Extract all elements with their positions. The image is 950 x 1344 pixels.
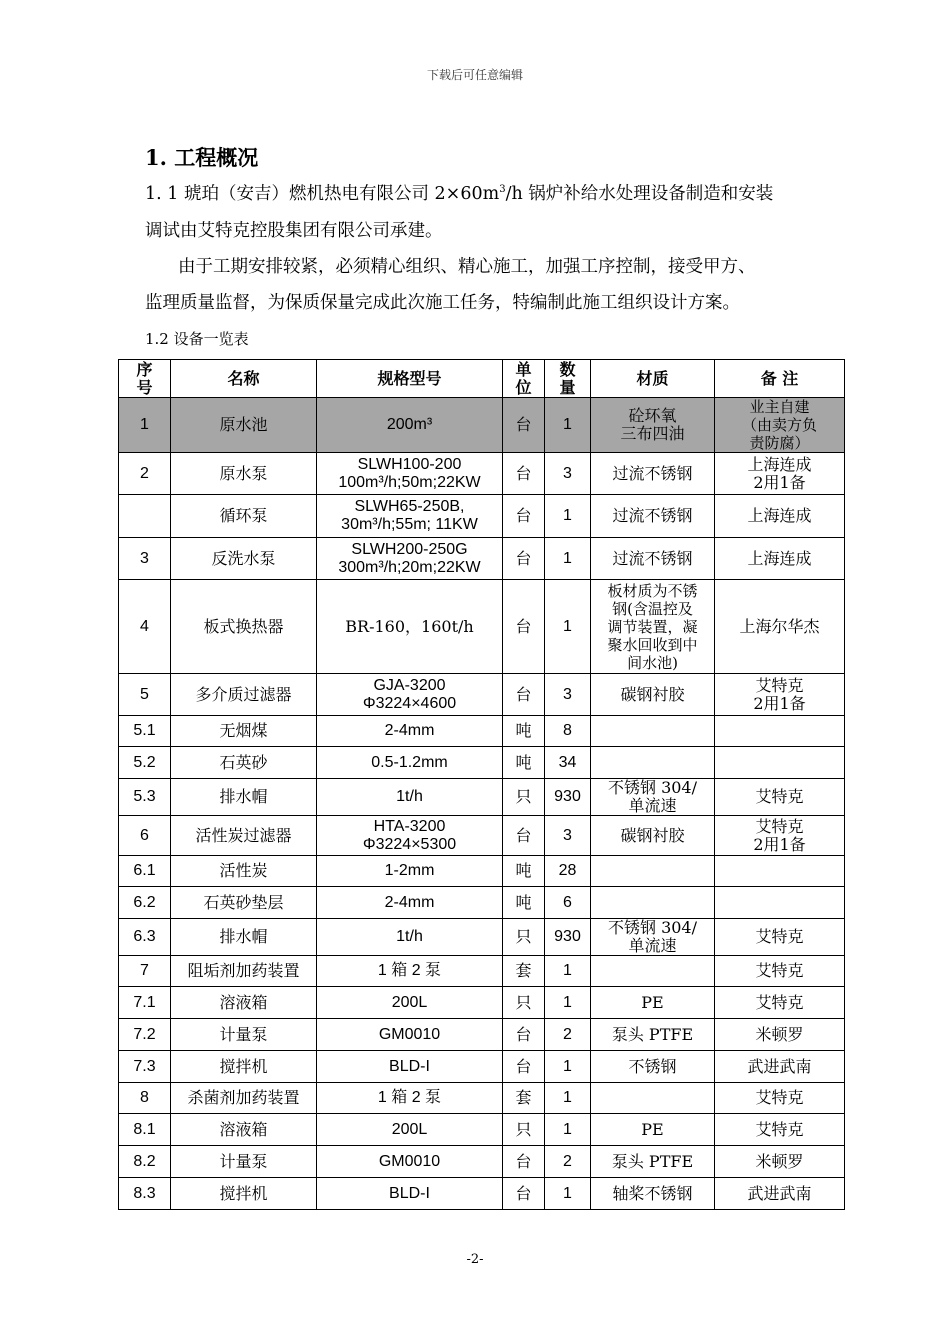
cell-qty: 1	[545, 1114, 591, 1146]
table-row	[119, 453, 845, 495]
table-row	[119, 495, 845, 538]
cell-material: 不锈钢	[591, 1051, 715, 1083]
cell-material: PE	[591, 987, 715, 1019]
section-title: 1. 工程概况	[145, 145, 259, 170]
cell-unit: 台	[503, 1178, 545, 1210]
cell-spec: HTA-3200 Φ3224×5300	[317, 816, 503, 856]
cell-qty: 1	[545, 580, 591, 674]
cell-seq: 7.3	[119, 1051, 171, 1083]
cell-name: 计量泵	[171, 1146, 317, 1178]
cell-name: 多介质过滤器	[171, 674, 317, 716]
cell-qty: 1	[545, 1051, 591, 1083]
cell-remark: 艾特克	[715, 1114, 845, 1146]
cell-unit: 吨	[503, 747, 545, 779]
cell-seq: 7	[119, 956, 171, 987]
cell-qty: 3	[545, 674, 591, 716]
cell-spec: GM0010	[317, 1019, 503, 1051]
cell-unit: 吨	[503, 856, 545, 887]
paragraph-2: 调试由艾特克控股集团有限公司承建。	[145, 221, 443, 241]
cell-spec: 2-4mm	[317, 887, 503, 919]
cell-spec: BLD-I	[317, 1178, 503, 1210]
paragraph-1	[145, 183, 773, 205]
cell-material: PE	[591, 1114, 715, 1146]
page-number: -2-	[466, 1252, 484, 1267]
cell-remark: 艾特克 2用1备	[715, 816, 845, 856]
table-row	[119, 674, 845, 716]
cell-seq: 5.3	[119, 779, 171, 816]
cell-name: 石英砂	[171, 747, 317, 779]
cell-spec: 1 箱 2 泵	[317, 956, 503, 987]
cell-remark: 上海连成	[715, 495, 845, 538]
table-body	[119, 398, 845, 1210]
cell-qty: 1	[545, 538, 591, 580]
cell-unit: 台	[503, 816, 545, 856]
table-row	[119, 919, 845, 956]
cell-name: 溶液箱	[171, 987, 317, 1019]
header-spec: 规格型号	[317, 360, 503, 398]
cell-material: 碳钢衬胶	[591, 674, 715, 716]
cell-material	[591, 747, 715, 779]
header-name: 名称	[171, 360, 317, 398]
cell-remark	[715, 887, 845, 919]
cell-remark: 上海尔华杰	[715, 580, 845, 674]
cell-spec: 1 箱 2 泵	[317, 1083, 503, 1114]
equipment-table	[118, 359, 845, 1210]
cell-qty: 2	[545, 1146, 591, 1178]
cell-material	[591, 856, 715, 887]
table-row	[119, 1051, 845, 1083]
cell-material	[591, 956, 715, 987]
cell-material: 泵头 PTFE	[591, 1019, 715, 1051]
cell-material: 泵头 PTFE	[591, 1146, 715, 1178]
cell-unit: 台	[503, 453, 545, 495]
cell-seq: 3	[119, 538, 171, 580]
table-row	[119, 716, 845, 747]
cell-name: 活性炭过滤器	[171, 816, 317, 856]
table-row	[119, 747, 845, 779]
cell-unit: 只	[503, 987, 545, 1019]
cell-name: 阻垢剂加药装置	[171, 956, 317, 987]
table-row	[119, 538, 845, 580]
cell-name: 排水帽	[171, 919, 317, 956]
table-row	[119, 1146, 845, 1178]
cell-name: 无烟煤	[171, 716, 317, 747]
cell-seq: 7.1	[119, 987, 171, 1019]
cell-qty: 2	[545, 1019, 591, 1051]
cell-name: 原水池	[171, 398, 317, 453]
cell-unit: 吨	[503, 716, 545, 747]
table-row	[119, 1114, 845, 1146]
cell-spec: 1t/h	[317, 779, 503, 816]
cell-seq: 4	[119, 580, 171, 674]
cell-unit: 只	[503, 779, 545, 816]
table-row	[119, 1178, 845, 1210]
cell-spec: 200L	[317, 987, 503, 1019]
cell-remark: 武进武南	[715, 1051, 845, 1083]
paragraph-1-suffix: /h 锅炉补给水处理设备制造和安装	[505, 184, 774, 204]
cell-unit: 台	[503, 1051, 545, 1083]
cell-remark: 艾特克 2用1备	[715, 674, 845, 716]
cell-unit: 台	[503, 398, 545, 453]
cell-seq: 8.1	[119, 1114, 171, 1146]
cell-qty: 1	[545, 495, 591, 538]
paragraph-1-prefix: 1. 1 琥珀（安吉）燃机热电有限公司 2×60m	[145, 184, 500, 204]
table-row	[119, 1019, 845, 1051]
cell-unit: 套	[503, 956, 545, 987]
cell-material: 碳钢衬胶	[591, 816, 715, 856]
header-seq: 序 号	[119, 360, 171, 398]
cell-unit: 台	[503, 580, 545, 674]
cell-remark: 艾特克	[715, 1083, 845, 1114]
cell-spec: GM0010	[317, 1146, 503, 1178]
cell-remark	[715, 856, 845, 887]
cell-spec: 2-4mm	[317, 716, 503, 747]
cell-seq: 2	[119, 453, 171, 495]
cell-name: 活性炭	[171, 856, 317, 887]
header-remark: 备 注	[715, 360, 845, 398]
paragraph-4: 监理质量监督，为保质保量完成此次施工任务，特编制此施工组织设计方案。	[145, 293, 740, 313]
cell-name: 溶液箱	[171, 1114, 317, 1146]
table-row	[119, 779, 845, 816]
cell-qty: 930	[545, 919, 591, 956]
cell-material: 不锈钢 304/ 单流速	[591, 779, 715, 816]
cell-unit: 套	[503, 1083, 545, 1114]
cell-spec: 1-2mm	[317, 856, 503, 887]
table-row	[119, 816, 845, 856]
cell-unit: 吨	[503, 887, 545, 919]
cell-spec: BR-160，160t/h	[317, 580, 503, 674]
cell-name: 原水泵	[171, 453, 317, 495]
table-row	[119, 987, 845, 1019]
cell-name: 板式换热器	[171, 580, 317, 674]
cell-spec: SLWH100-200 100m³/h;50m;22KW	[317, 453, 503, 495]
cell-remark: 艾特克	[715, 919, 845, 956]
cell-qty: 3	[545, 816, 591, 856]
paragraph-3: 由于工期安排较紧，必须精心组织、精心施工，加强工序控制，接受甲方、	[178, 257, 756, 277]
cell-qty: 6	[545, 887, 591, 919]
cell-remark: 艾特克	[715, 956, 845, 987]
table-header-row	[119, 360, 845, 398]
cell-material	[591, 887, 715, 919]
cell-qty: 8	[545, 716, 591, 747]
cell-seq: 1	[119, 398, 171, 453]
cell-name: 石英砂垫层	[171, 887, 317, 919]
cell-name: 反洗水泵	[171, 538, 317, 580]
cell-remark	[715, 716, 845, 747]
cell-name: 杀菌剂加药装置	[171, 1083, 317, 1114]
cell-seq: 6.2	[119, 887, 171, 919]
cell-material: 砼环氧 三布四油	[591, 398, 715, 453]
cell-name: 搅拌机	[171, 1051, 317, 1083]
cell-remark: 艾特克	[715, 987, 845, 1019]
cell-seq: 6	[119, 816, 171, 856]
cell-spec: 1t/h	[317, 919, 503, 956]
cell-name: 排水帽	[171, 779, 317, 816]
cell-spec: SLWH65-250B, 30m³/h;55m; 11KW	[317, 495, 503, 538]
cell-material: 过流不锈钢	[591, 538, 715, 580]
cell-material: 过流不锈钢	[591, 453, 715, 495]
cell-spec: 0.5-1.2mm	[317, 747, 503, 779]
cell-seq: 5.2	[119, 747, 171, 779]
table-row	[119, 398, 845, 453]
header-material: 材质	[591, 360, 715, 398]
cell-qty: 3	[545, 453, 591, 495]
cell-remark	[715, 747, 845, 779]
table-row	[119, 856, 845, 887]
cell-qty: 1	[545, 987, 591, 1019]
cell-unit: 台	[503, 538, 545, 580]
cell-remark: 米顿罗	[715, 1019, 845, 1051]
cell-qty: 1	[545, 1178, 591, 1210]
header-note: 下载后可任意编辑	[426, 68, 523, 82]
cell-remark: 上海连成	[715, 538, 845, 580]
cell-remark: 上海连成 2用1备	[715, 453, 845, 495]
header-qty: 数 量	[545, 360, 591, 398]
table-row	[119, 1083, 845, 1114]
cell-spec: SLWH200-250G 300m³/h;20m;22KW	[317, 538, 503, 580]
cell-seq: 8.2	[119, 1146, 171, 1178]
cell-spec: GJA-3200 Φ3224×4600	[317, 674, 503, 716]
cell-seq: 8	[119, 1083, 171, 1114]
cell-remark: 米顿罗	[715, 1146, 845, 1178]
paragraph-1-sup: 3	[499, 184, 506, 196]
cell-unit: 只	[503, 1114, 545, 1146]
cell-qty: 34	[545, 747, 591, 779]
cell-qty: 1	[545, 1083, 591, 1114]
cell-material	[591, 716, 715, 747]
cell-name: 搅拌机	[171, 1178, 317, 1210]
cell-material: 板材质为不锈 钢(含温控及 调节装置，凝 聚水回收到中 间水池)	[591, 580, 715, 674]
table-row	[119, 956, 845, 987]
cell-unit: 台	[503, 1019, 545, 1051]
cell-spec: 200L	[317, 1114, 503, 1146]
cell-material: 不锈钢 304/ 单流速	[591, 919, 715, 956]
cell-unit: 台	[503, 495, 545, 538]
cell-seq: 5.1	[119, 716, 171, 747]
cell-spec: 200m³	[317, 398, 503, 453]
cell-seq	[119, 495, 171, 538]
cell-unit: 台	[503, 1146, 545, 1178]
cell-remark: 业主自建 （由卖方负 责防腐）	[715, 398, 845, 453]
cell-remark: 艾特克	[715, 779, 845, 816]
cell-seq: 8.3	[119, 1178, 171, 1210]
cell-name: 循环泵	[171, 495, 317, 538]
cell-unit: 台	[503, 674, 545, 716]
cell-qty: 1	[545, 956, 591, 987]
cell-seq: 5	[119, 674, 171, 716]
cell-seq: 6.1	[119, 856, 171, 887]
cell-remark: 武进武南	[715, 1178, 845, 1210]
cell-unit: 只	[503, 919, 545, 956]
cell-qty: 1	[545, 398, 591, 453]
cell-material: 过流不锈钢	[591, 495, 715, 538]
cell-seq: 6.3	[119, 919, 171, 956]
table-row	[119, 887, 845, 919]
table-subheading: 1.2 设备一览表	[145, 330, 249, 348]
cell-qty: 28	[545, 856, 591, 887]
cell-material	[591, 1083, 715, 1114]
cell-name: 计量泵	[171, 1019, 317, 1051]
cell-spec: BLD-I	[317, 1051, 503, 1083]
cell-material: 轴桨不锈钢	[591, 1178, 715, 1210]
cell-seq: 7.2	[119, 1019, 171, 1051]
header-unit: 单 位	[503, 360, 545, 398]
table-row	[119, 580, 845, 674]
cell-qty: 930	[545, 779, 591, 816]
